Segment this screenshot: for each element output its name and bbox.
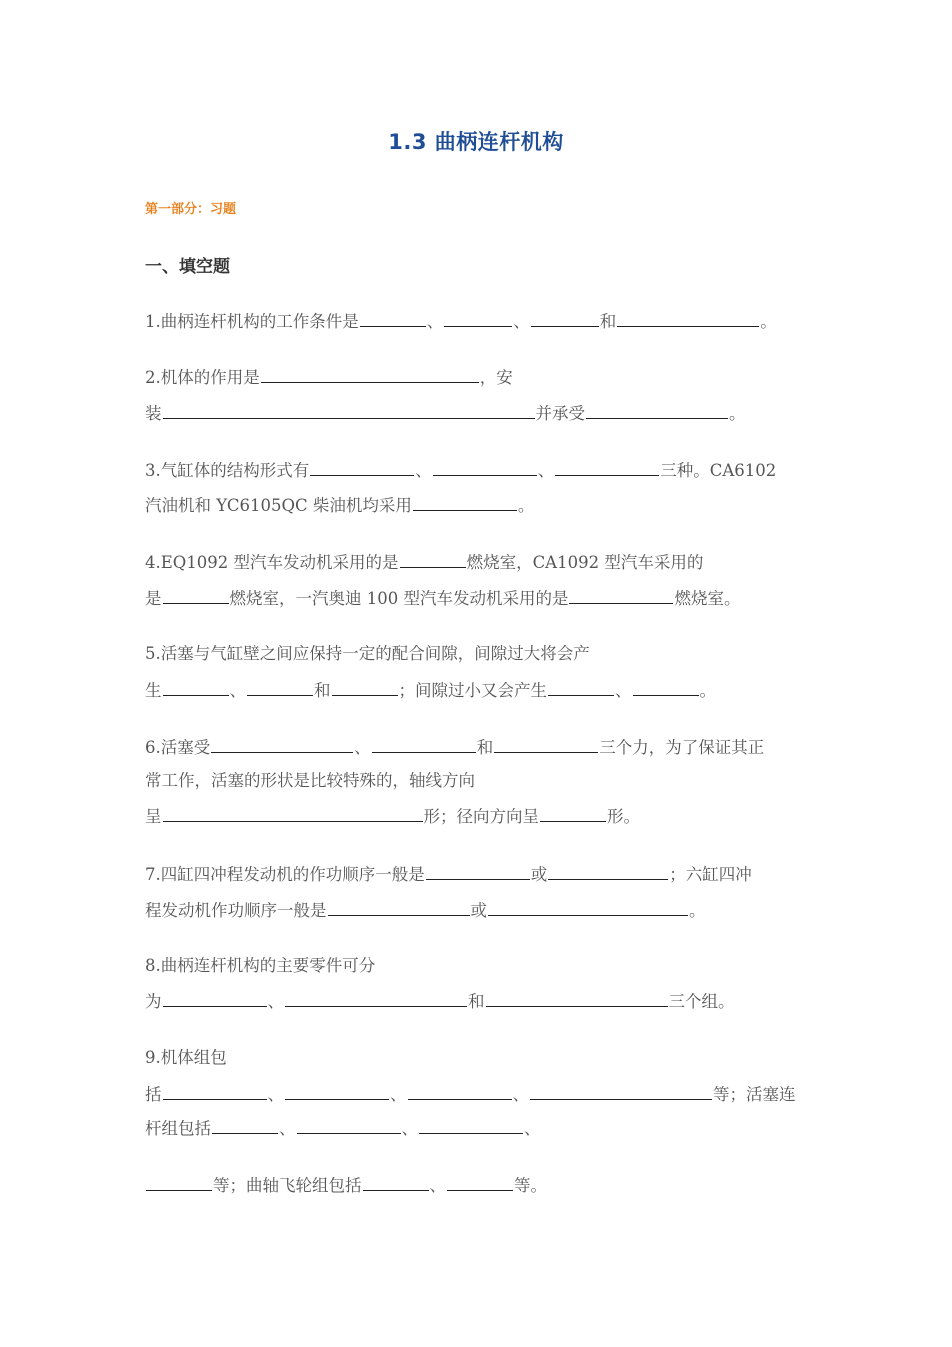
question-7-line-1: 7.四缸四冲程发动机的作功顺序一般是 或 ；六缸四冲 (145, 861, 752, 887)
page-title: 1.3 曲柄连杆机构 (388, 130, 564, 154)
answer-blank[interactable] (426, 861, 530, 880)
question-9-line-2: 括 、 、 、 等；活塞连 (145, 1081, 796, 1107)
answer-blank[interactable] (548, 861, 668, 880)
question-4-line-2: 是 燃烧室，一汽奥迪 100 型汽车发动机采用的是 燃烧室。 (145, 585, 740, 611)
answer-blank[interactable] (285, 1081, 389, 1100)
question-8-line-1: 8.曲柄连杆机构的主要零件可分 (145, 956, 376, 975)
answer-blank[interactable] (419, 1115, 523, 1134)
answer-blank[interactable] (548, 677, 614, 696)
answer-blank[interactable] (310, 457, 414, 476)
answer-blank[interactable] (617, 308, 759, 327)
answer-blank[interactable] (488, 897, 688, 916)
question-7-line-2: 程发动机作功顺序一般是 或 。 (145, 897, 706, 923)
question-6-line-1: 6.活塞受 、 和 三个力，为了保证其正 (145, 734, 764, 760)
question-5-line-2: 生 、 和 ；间隙过小又会产生 、 。 (145, 677, 716, 703)
answer-blank[interactable] (555, 457, 659, 476)
answer-blank[interactable] (212, 1115, 278, 1134)
answer-blank[interactable] (163, 1081, 267, 1100)
answer-blank[interactable] (486, 988, 668, 1007)
answer-blank[interactable] (332, 677, 398, 696)
answer-blank[interactable] (163, 585, 229, 604)
answer-blank[interactable] (163, 803, 423, 822)
q1-text: 1.曲柄连杆机构的工作条件是 (145, 312, 359, 331)
answer-blank[interactable] (633, 677, 699, 696)
answer-blank[interactable] (586, 400, 728, 419)
question-6-line-3: 呈 形；径向方向呈 形。 (145, 803, 640, 829)
answer-blank[interactable] (360, 308, 426, 327)
answer-blank[interactable] (363, 1172, 429, 1191)
answer-blank[interactable] (408, 1081, 512, 1100)
answer-blank[interactable] (433, 457, 537, 476)
answer-blank[interactable] (163, 677, 229, 696)
answer-blank[interactable] (494, 734, 598, 753)
question-9-line-4: 等；曲轴飞轮组包括 、 等。 (145, 1172, 547, 1198)
answer-blank[interactable] (163, 400, 535, 419)
question-2-line-1: 2.机体的作用是 ，安 (145, 364, 513, 390)
question-5-line-1: 5.活塞与气缸壁之间应保持一定的配合间隙，间隙过大将会产 (145, 644, 590, 663)
answer-blank[interactable] (530, 1081, 712, 1100)
question-6-line-2: 常工作，活塞的形状是比较特殊的，轴线方向 (145, 771, 475, 790)
answer-blank[interactable] (328, 897, 470, 916)
answer-blank[interactable] (261, 364, 479, 383)
answer-blank[interactable] (444, 308, 512, 327)
question-9-line-3: 杆组包括 、 、 、 (145, 1115, 541, 1141)
question-3-line-2: 汽油机和 YC6105QC 柴油机均采用 。 (145, 492, 534, 518)
answer-blank[interactable] (413, 492, 517, 511)
question-2-line-2: 装 并承受 。 (145, 400, 746, 426)
answer-blank[interactable] (531, 308, 599, 327)
answer-blank[interactable] (285, 988, 467, 1007)
answer-blank[interactable] (400, 549, 466, 568)
question-3-line-1: 3.气缸体的结构形式有 、 、 三种。CA6102 (145, 457, 776, 483)
answer-blank[interactable] (447, 1172, 513, 1191)
section-heading: 一、填空题 (145, 257, 230, 277)
question-4-line-1: 4.EQ1092 型汽车发动机采用的是 燃烧室，CA1092 型汽车采用的 (145, 549, 703, 575)
answer-blank[interactable] (211, 734, 353, 753)
answer-blank[interactable] (372, 734, 476, 753)
answer-blank[interactable] (163, 988, 267, 1007)
part-label: 第一部分：习题 (145, 202, 237, 217)
answer-blank[interactable] (540, 803, 606, 822)
question-8-line-2: 为 、 和 三个组。 (145, 988, 735, 1014)
question-9-line-1: 9.机体组包 (145, 1048, 227, 1067)
answer-blank[interactable] (569, 585, 673, 604)
question-1-line-1: 1.曲柄连杆机构的工作条件是 、 、 和 。 (145, 308, 777, 334)
answer-blank[interactable] (146, 1172, 212, 1191)
answer-blank[interactable] (297, 1115, 401, 1134)
answer-blank[interactable] (247, 677, 313, 696)
